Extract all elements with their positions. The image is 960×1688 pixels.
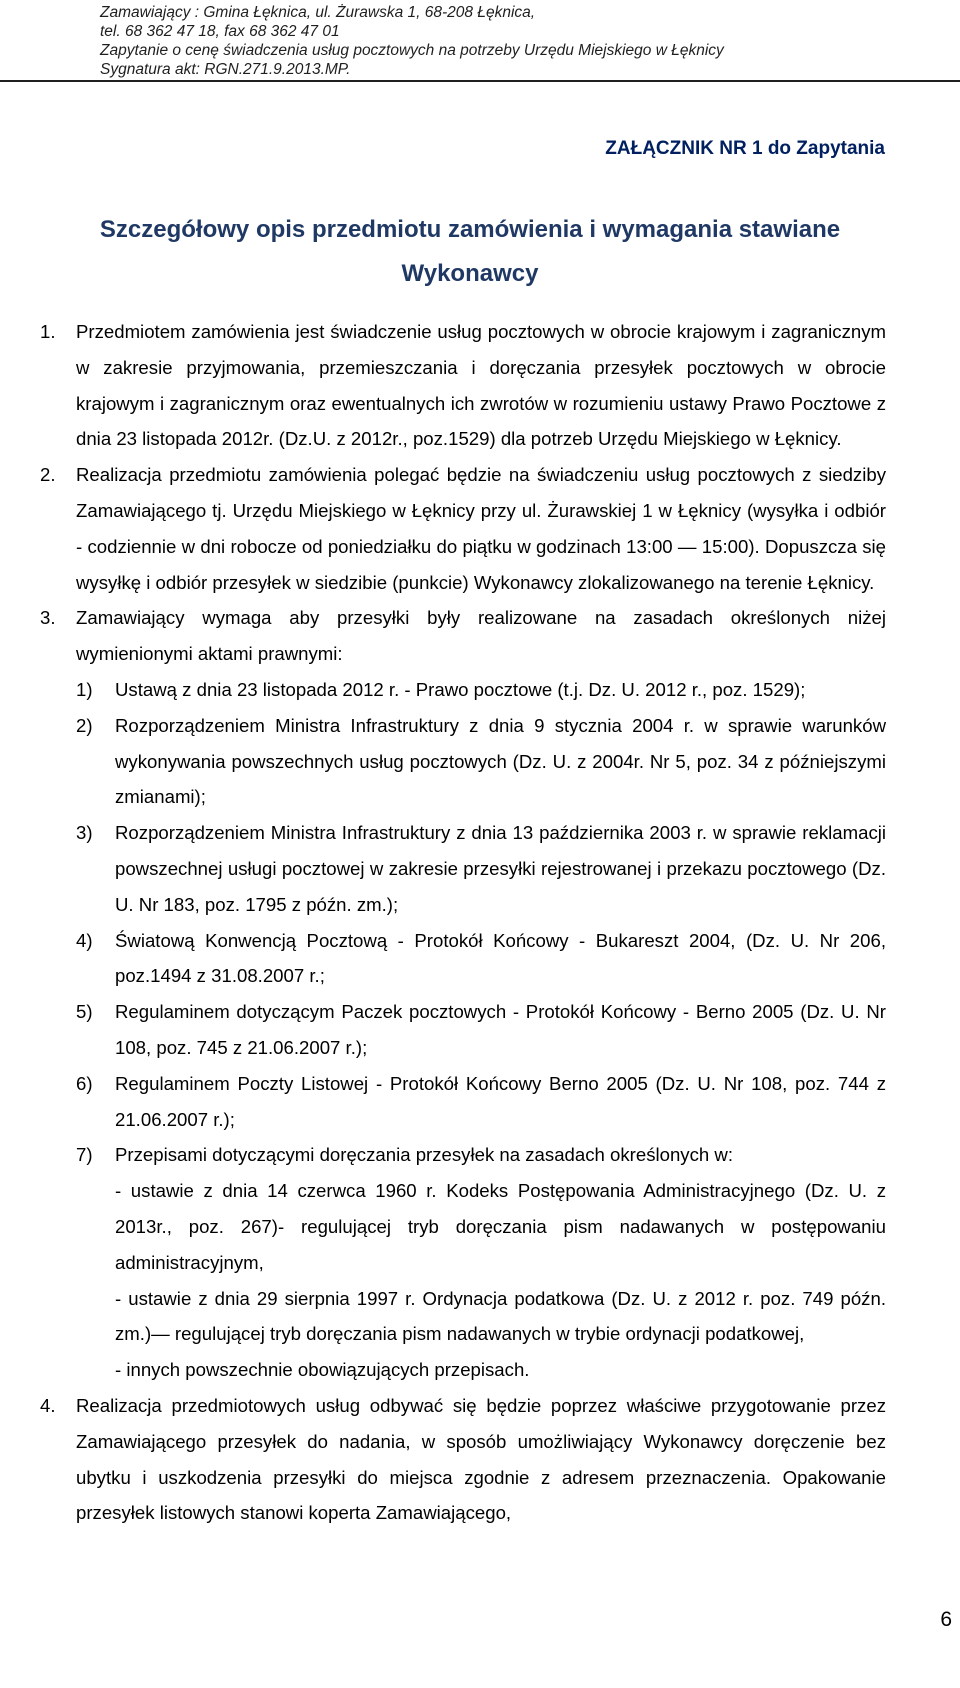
subitem-number: 4) bbox=[76, 929, 93, 951]
document-header bbox=[0, 0, 960, 82]
legal-act-item bbox=[76, 1137, 886, 1388]
legal-act-item bbox=[76, 1066, 886, 1138]
legal-act-item bbox=[76, 815, 886, 922]
delivery-rule-line: - innych powszechnie obowiązujących przepisach. bbox=[115, 1359, 530, 1381]
delivery-rule-line: - ustawie z dnia 29 sierpnia 1997 r. Ordynacja podatkowa (Dz. U. z 2012 r. poz. 749 późn. zm.)― regulującej tryb doręczania pism nadawanych w trybie ordynacji podatkowej, bbox=[115, 1287, 886, 1345]
subitem-number: 2) bbox=[76, 714, 93, 736]
item-number: 4. bbox=[40, 1394, 56, 1416]
header-phone-fax: tel. 68 362 47 18, fax 68 362 47 01 bbox=[100, 23, 340, 40]
header-inquiry-subject: Zapytanie o cenę świadczenia usług pocztowych na potrzeby Urzędu Miejskiego w Łęknicy bbox=[100, 42, 724, 59]
subitem-text: Światową Konwencją Pocztową - Protokół Końcowy - Bukareszt 2004, (Dz. U. Nr 206, poz.1494 z 31.08.2007 r.; bbox=[115, 929, 886, 987]
subitem-number: 7) bbox=[76, 1144, 93, 1166]
list-item-1 bbox=[40, 314, 886, 457]
item-text: Realizacja przedmiotu zamówienia polegać będzie na świadczeniu usług pocztowych z siedziby Zamawiającego tj. Urzędu Miejskiego w Łęknicy przy ul. Żurawskiej 1 w Łęknicy (wysyłka i odbiór - codziennie w dni robocze od poniedziałku do piątku w godzinach 13:00 ― 15:00). Dopuszcza się wysyłkę i odbiór przesyłek w siedzibie (punkcie) Wykonawcy zlokalizowanego na terenie Łęknicy. bbox=[76, 464, 886, 593]
subitem-text: Rozporządzeniem Ministra Infrastruktury z dnia 9 stycznia 2004 r. w sprawie warunków wykonywania powszechnych usług pocztowych (Dz. U. z 2004r. Nr 5, poz. 34 z późniejszymi zmianami); bbox=[115, 714, 886, 808]
header-case-reference: Sygnatura akt: RGN.271.9.2013.MP. bbox=[100, 61, 351, 78]
header-contracting-authority: Zamawiający : Gmina Łęknica, ul. Żurawska 1, 68-208 Łęknica, bbox=[100, 4, 536, 21]
subitem-text: Regulaminem dotyczącym Paczek pocztowych - Protokół Końcowy - Berno 2005 (Dz. U. Nr 108, poz. 745 z 21.06.2007 r.); bbox=[115, 1001, 886, 1058]
item-text: Przedmiotem zamówienia jest świadczenie usług pocztowych w obrocie krajowym i zagranicznym w zakresie przyjmowania, przemieszczania i doręczania przesyłek pocztowych w obrocie krajowym i zagranicznym oraz ewentualnych ich zwrotów w rozumieniu ustawy Prawo Pocztowe z dnia 23 listopada 2012r. (Dz.U. z 2012r., poz.1529) dla potrzeb Urzędu Miejskiego w Łęknicy. bbox=[76, 321, 886, 450]
delivery-rule-line: - ustawie z dnia 14 czerwca 1960 r. Kodeks Postępowania Administracyjnego (Dz. U. z 2013r., poz. 267)- regulującej tryb doręczania pism nadawanych w postępowaniu administracyjnym, bbox=[115, 1180, 886, 1273]
list-item-4 bbox=[40, 1388, 886, 1531]
legal-acts-list bbox=[76, 672, 886, 1388]
legal-act-item bbox=[76, 923, 886, 995]
item-text: Realizacja przedmiotowych usług odbywać się będzie poprzez właściwe przygotowanie przez Zamawiającego przesyłek do nadania, w sposób umożliwiający Wykonawcy doręczenie bez ubytku i uszkodzenia przesyłki do miejsca zgodnie z adresem przeznaczenia. Opakowanie przesyłek listowych stanowi koperta Zamawiającego, bbox=[76, 1394, 886, 1524]
document-title: Szczegółowy opis przedmiotu zamówienia i wymagania stawiane Wykonawcy bbox=[99, 216, 841, 287]
item-number: 3. bbox=[40, 607, 56, 629]
subitem-text: Rozporządzeniem Ministra Infrastruktury z dnia 13 października 2003 r. w sprawie reklamacji powszechnej usługi pocztowej w zakresie przesyłki rejestrowanej i przekazu pocztowego (Dz. U. Nr 183, poz. 1795 z późn. zm.); bbox=[115, 822, 886, 915]
requirements-list bbox=[40, 314, 886, 1531]
legal-act-item bbox=[76, 708, 886, 815]
item-number: 1. bbox=[40, 321, 56, 342]
document-body bbox=[40, 314, 886, 1531]
subitem-number: 5) bbox=[76, 1001, 93, 1023]
attachment-label: ZAŁĄCZNIK NR 1 do Zapytania bbox=[605, 138, 885, 159]
legal-act-item bbox=[76, 672, 886, 708]
subitem-text: Przepisami dotyczącymi doręczania przesyłek na zasadach określonych w: bbox=[115, 1144, 733, 1166]
list-item-2 bbox=[40, 457, 886, 600]
subitem-text: Regulaminem Poczty Listowej - Protokół Końcowy Berno 2005 (Dz. U. Nr 108, poz. 744 z 21.06.2007 r.); bbox=[115, 1072, 886, 1130]
page-number: 6 bbox=[940, 1608, 952, 1631]
item-number: 2. bbox=[40, 464, 56, 486]
legal-act-item bbox=[76, 994, 886, 1066]
subitem-number: 6) bbox=[76, 1072, 93, 1094]
subitem-number: 3) bbox=[76, 822, 93, 844]
item-text: Zamawiający wymaga aby przesyłki były realizowane na zasadach określonych niżej wymienionymi aktami prawnymi: bbox=[76, 607, 886, 665]
subitem-number: 1) bbox=[76, 678, 93, 700]
list-item-3 bbox=[40, 600, 886, 1388]
subitem-text: Ustawą z dnia 23 listopada 2012 r. - Prawo pocztowe (t.j. Dz. U. 2012 r., poz. 1529); bbox=[115, 678, 806, 700]
